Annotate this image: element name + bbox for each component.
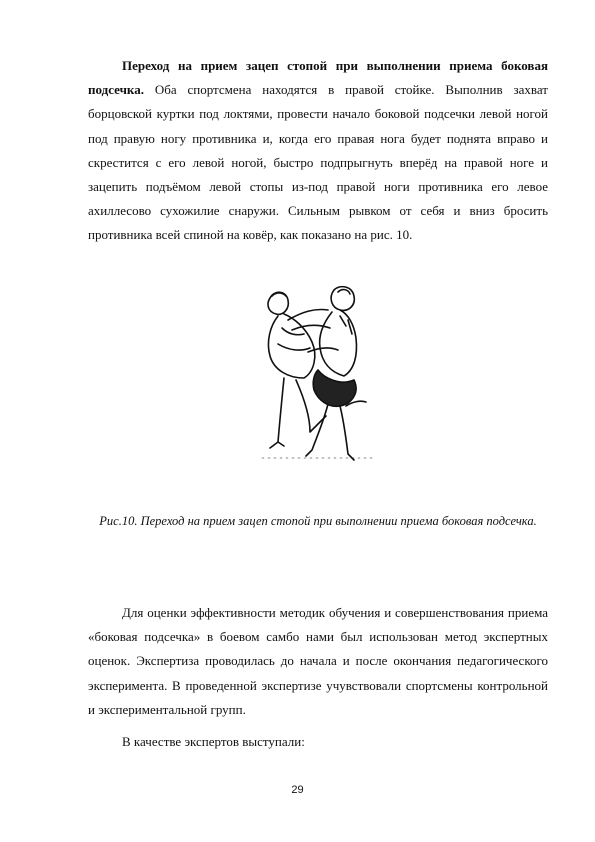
paragraph-expert-assessment: Для оценки эффективности методик обучения и совершенствования приема «боковая подсечка» в боевом самбо нами был использован метод экспертных оценок. Экспертиза проводилась до начала и после окончания педагогического эксперимента. В проведенной экспертизе учувствовали спортсмены контрольной и экспериментальной групп. [88, 605, 548, 717]
figure-caption: Рис.10. Переход на прием зацеп стопой при выполнении приема боковая подсечка. [99, 514, 537, 528]
technique-title: Переход на прием зацеп стопой при выполнении приема боковая подсечка. [88, 58, 548, 98]
page-number: 29 [291, 784, 304, 796]
wrestling-illustration [248, 282, 383, 467]
paragraph-experts-intro: В качестве экспертов выступали: [122, 734, 305, 749]
technique-description: Оба спортсмена находятся в правой стойке. Выполнив захват борцовской куртки под локтями, провести начало боковой подсечки левой ногой под правую ногу противника и, когда его правая нога будет поднята вправо и скрестится с его левой ногой, быстро подпрыгнуть вперёд на правой ноге и зацепить подъёмом левой стопы из-под правой ноги противника его левое ахиллесово сухожилие снаружи. Сильным рывком от себя и вниз бросить противника всей спиной на ковёр, как показано на рис. 10. [88, 82, 548, 243]
paragraph-technique-description [88, 54, 548, 248]
